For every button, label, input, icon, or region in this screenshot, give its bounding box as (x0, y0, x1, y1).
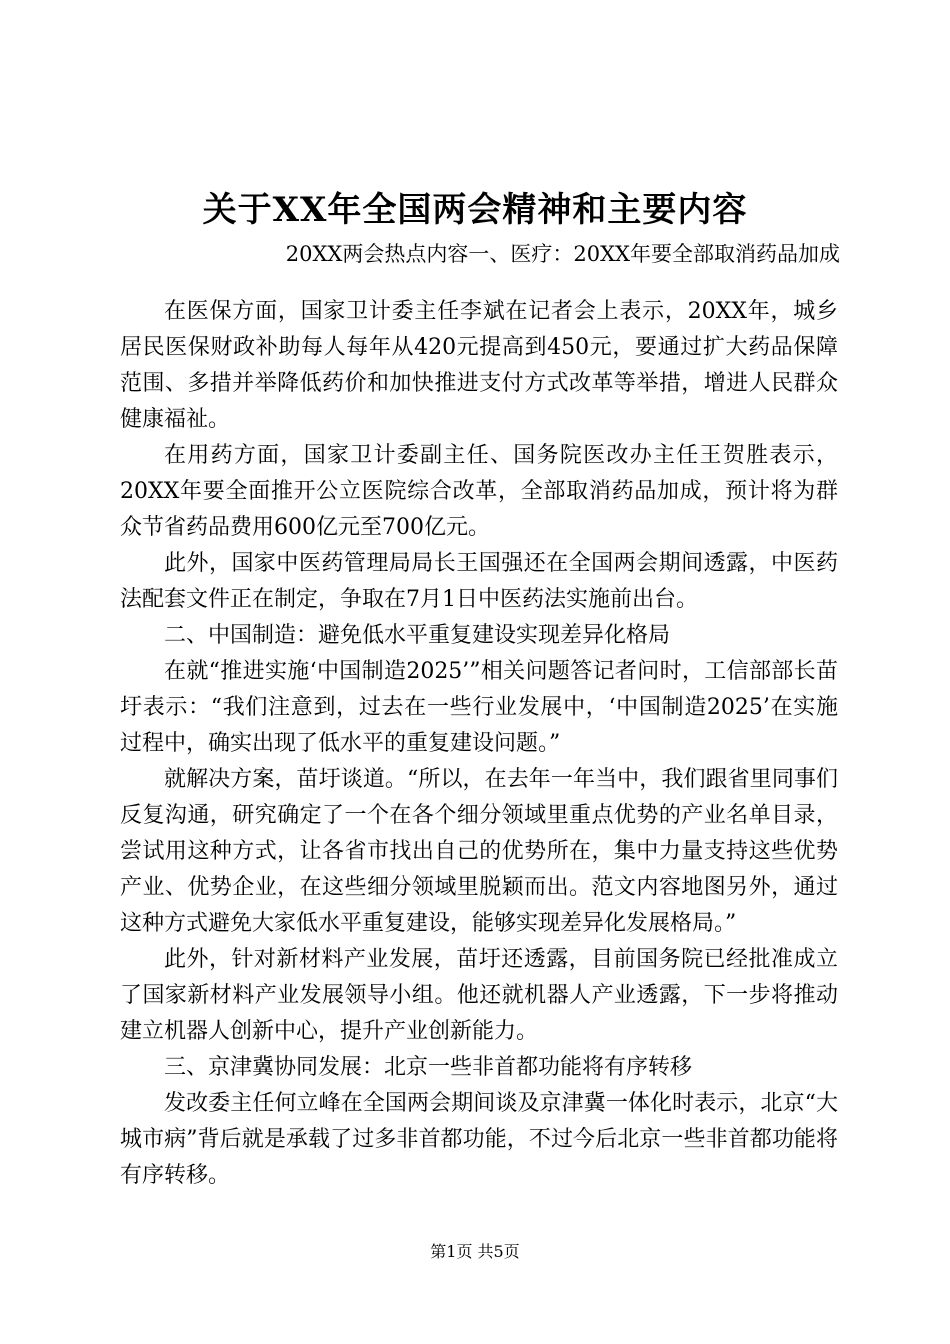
document-subtitle: 20XX两会热点内容一、医疗：20XX年要全部取消药品加成 (285, 242, 840, 266)
section-heading-jingjinji: 三、京津冀协同发展：北京一些非首都功能将有序转移 (164, 1055, 693, 1080)
paragraph-made-in-china-2025: 在就“推进实施‘中国制造2025’”相关问题答记者问时，工信部部长苗圩表示：“我们注意到，过去在一些行业发展中，‘中国制造2025’在实施过程中，确实出现了低水平的重复建设问题。” (120, 659, 838, 756)
document-title: 关于XX年全国两会精神和主要内容 (202, 190, 748, 230)
paragraph-jingjinji: 发改委主任何立峰在全国两会期间谈及京津冀一体化时表示，北京“大城市病”背后就是承载了过多非首都功能，不过今后北京一些非首都功能将有序转移。 (120, 1091, 838, 1188)
document-body (120, 294, 838, 1194)
paragraph-medicine: 在用药方面，国家卫计委副主任、国务院医改办主任王贺胜表示，20XX年要全面推开公立医院综合改革，全部取消药品加成，预计将为群众节省药品费用600亿元至700亿元。 (120, 443, 838, 540)
paragraph-medical-insurance: 在医保方面，国家卫计委主任李斌在记者会上表示，20XX年，城乡居民医保财政补助每人每年从420元提高到450元，要通过扩大药品保障范围、多措并举降低药价和加快推进支付方式改革等举措，增进人民群众健康福祉。 (120, 299, 838, 432)
paragraph-solution: 就解决方案，苗圩谈道。“所以，在去年一年当中，我们跟省里同事们反复沟通，研究确定了一个在各个细分领域里重点优势的产业名单目录，尝试用这种方式，让各省市找出自己的优势所在，集中力量支持这些优势产业、优势企业，在这些细分领域里脱颖而出。范文内容地图另外，通过这种方式避免大家低水平重复建设，能够实现差异化发展格局。” (120, 767, 838, 936)
section-heading-made-in-china: 二、中国制造：避免低水平重复建设实现差异化格局 (164, 623, 671, 648)
paragraph-tcm-law: 此外，国家中医药管理局局长王国强还在全国两会期间透露，中医药法配套文件正在制定，争取在7月1日中医药法实施前出台。 (120, 551, 838, 612)
page-footer: 第1页 共5页 (430, 1242, 520, 1261)
paragraph-new-materials: 此外，针对新材料产业发展，苗圩还透露，目前国务院已经批准成立了国家新材料产业发展领导小组。他还就机器人产业透露，下一步将推动建立机器人创新中心，提升产业创新能力。 (120, 947, 838, 1044)
